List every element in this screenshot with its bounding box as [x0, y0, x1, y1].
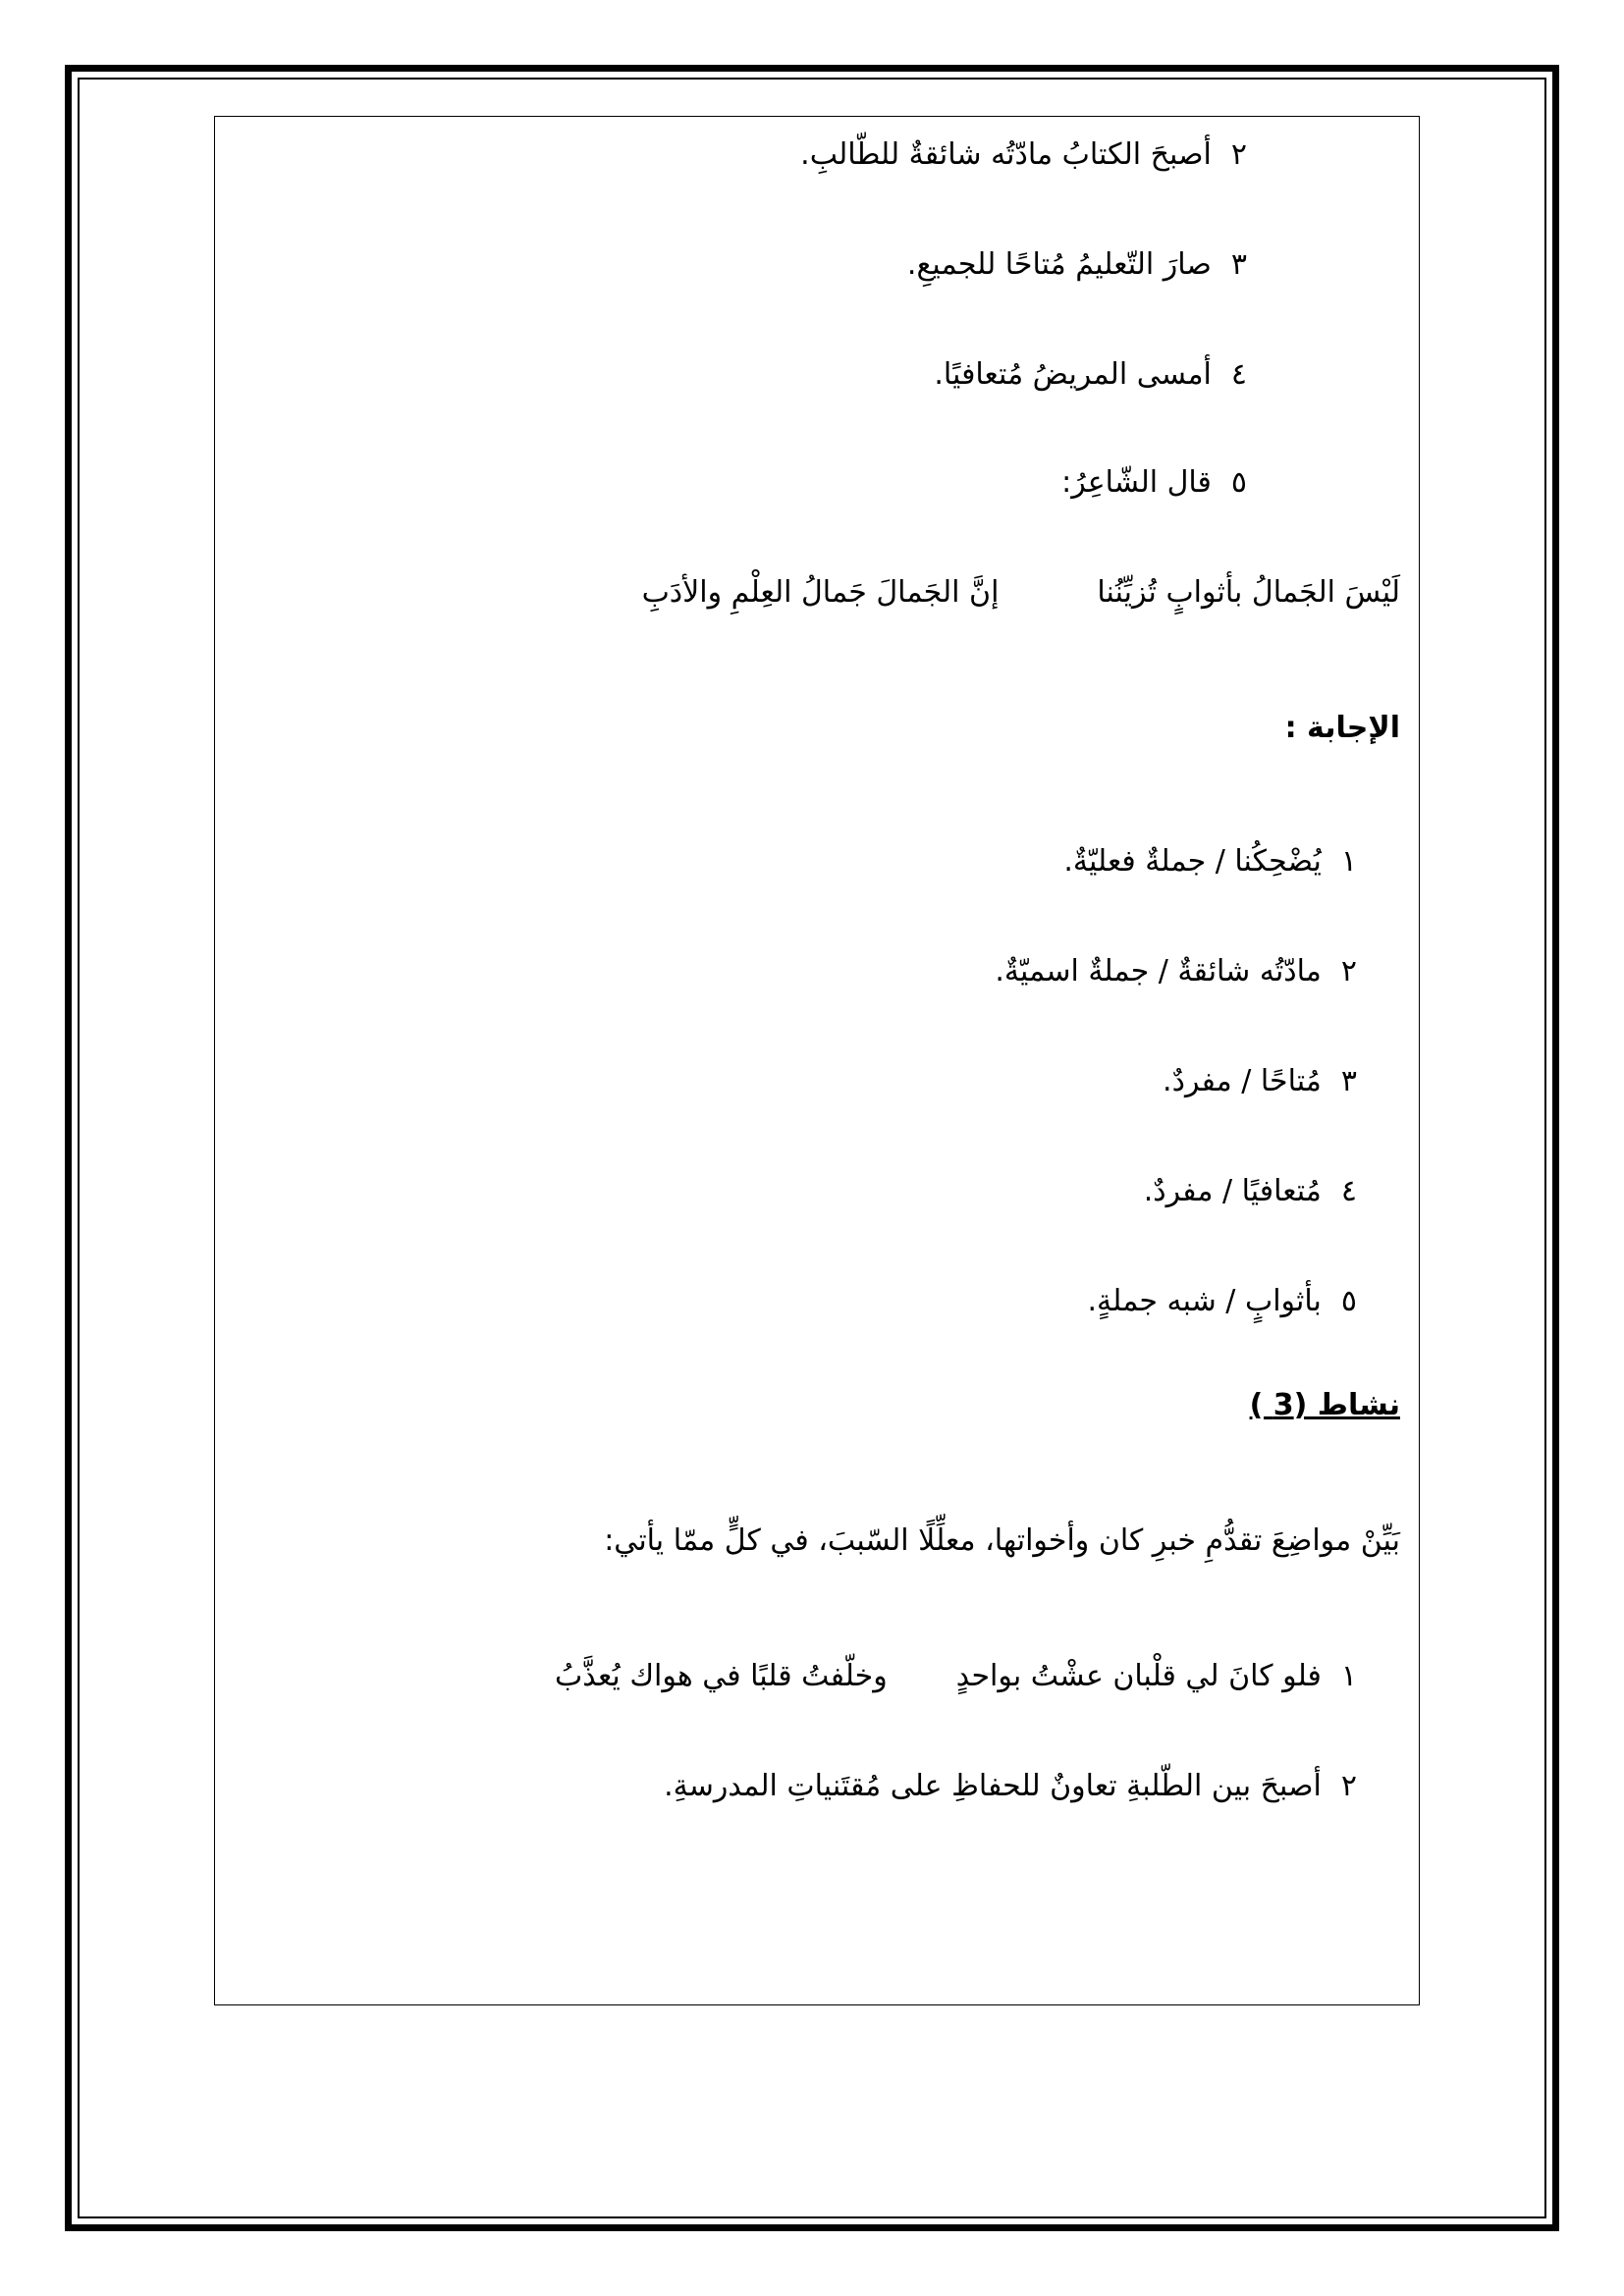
question-2 [800, 135, 1247, 175]
question-4 [934, 355, 1247, 395]
exercise-item-2 [664, 1767, 1357, 1806]
activity-instruction: بَيِّنْ مواضِعَ تقدُّمِ خبرِ كان وأخواتها، معلِّلًا السّببَ، في كلٍّ ممّا يأتي: [604, 1523, 1400, 1558]
question-5 [1061, 463, 1247, 503]
content-box [214, 116, 1420, 2005]
question-3 [907, 245, 1247, 285]
exercise-item-1 [555, 1657, 1357, 1696]
answer-text: يُضْحِكُنا / جملةٌ فعليّةٌ. [1063, 844, 1322, 879]
question-number: ٥ [1230, 465, 1247, 500]
verse-second-half: إنَّ الجَمالَ جَمالُ العِلْمِ والأدَبِ [641, 575, 1000, 610]
verse-second-half: وخلّفتُ قلبًا في هواك يُعذَّبُ [554, 1659, 888, 1693]
answer-number: ٥ [1340, 1284, 1357, 1318]
answer-1 [1063, 842, 1357, 881]
answer-5 [1088, 1282, 1357, 1321]
answer-number: ٢ [1340, 954, 1357, 988]
answer-text: مُتعافيًا / مفردٌ. [1143, 1174, 1322, 1208]
question-number: ٣ [1230, 247, 1247, 282]
answer-3 [1163, 1062, 1357, 1101]
answer-heading: الإجابة : [1284, 711, 1400, 745]
answer-text: بأثوابٍ / شبه جملةٍ. [1087, 1284, 1322, 1318]
exercise-text: أصبحَ بين الطّلبةِ تعاونٌ للحفاظِ على مُقتَنياتِ المدرسةِ. [664, 1769, 1322, 1803]
answer-number: ٤ [1340, 1174, 1357, 1208]
question-number: ٤ [1230, 357, 1247, 392]
activity-heading: نشاط (3 ) [1249, 1388, 1400, 1422]
verse-first-half: فلو كانَ لي قلْبان عشْتُ بواحدٍ [955, 1659, 1322, 1693]
exercise-number: ١ [1340, 1659, 1357, 1693]
question-text: صارَ التّعليمُ مُتاحًا للجميعِ. [906, 247, 1212, 282]
poetry-verse-1 [642, 573, 1400, 613]
verse-first-half: لَيْسَ الجَمالُ بأثوابٍ تُزيِّنُنا [1097, 575, 1400, 610]
answer-text: مُتاحًا / مفردٌ. [1163, 1064, 1322, 1098]
exercise-number: ٢ [1340, 1769, 1357, 1803]
question-text: أمسى المريضُ مُتعافيًا. [934, 357, 1212, 392]
question-text: أصبحَ الكتابُ مادّتُه شائقةٌ للطّالبِ. [800, 137, 1212, 172]
answer-number: ٣ [1340, 1064, 1357, 1098]
answer-number: ١ [1340, 844, 1357, 879]
answer-4 [1144, 1172, 1357, 1211]
question-text: قال الشّاعِرُ: [1061, 465, 1212, 500]
question-number: ٢ [1230, 137, 1247, 172]
answer-text: مادّتُه شائقةٌ / جملةٌ اسميّةٌ. [995, 954, 1322, 988]
answer-2 [995, 952, 1357, 991]
